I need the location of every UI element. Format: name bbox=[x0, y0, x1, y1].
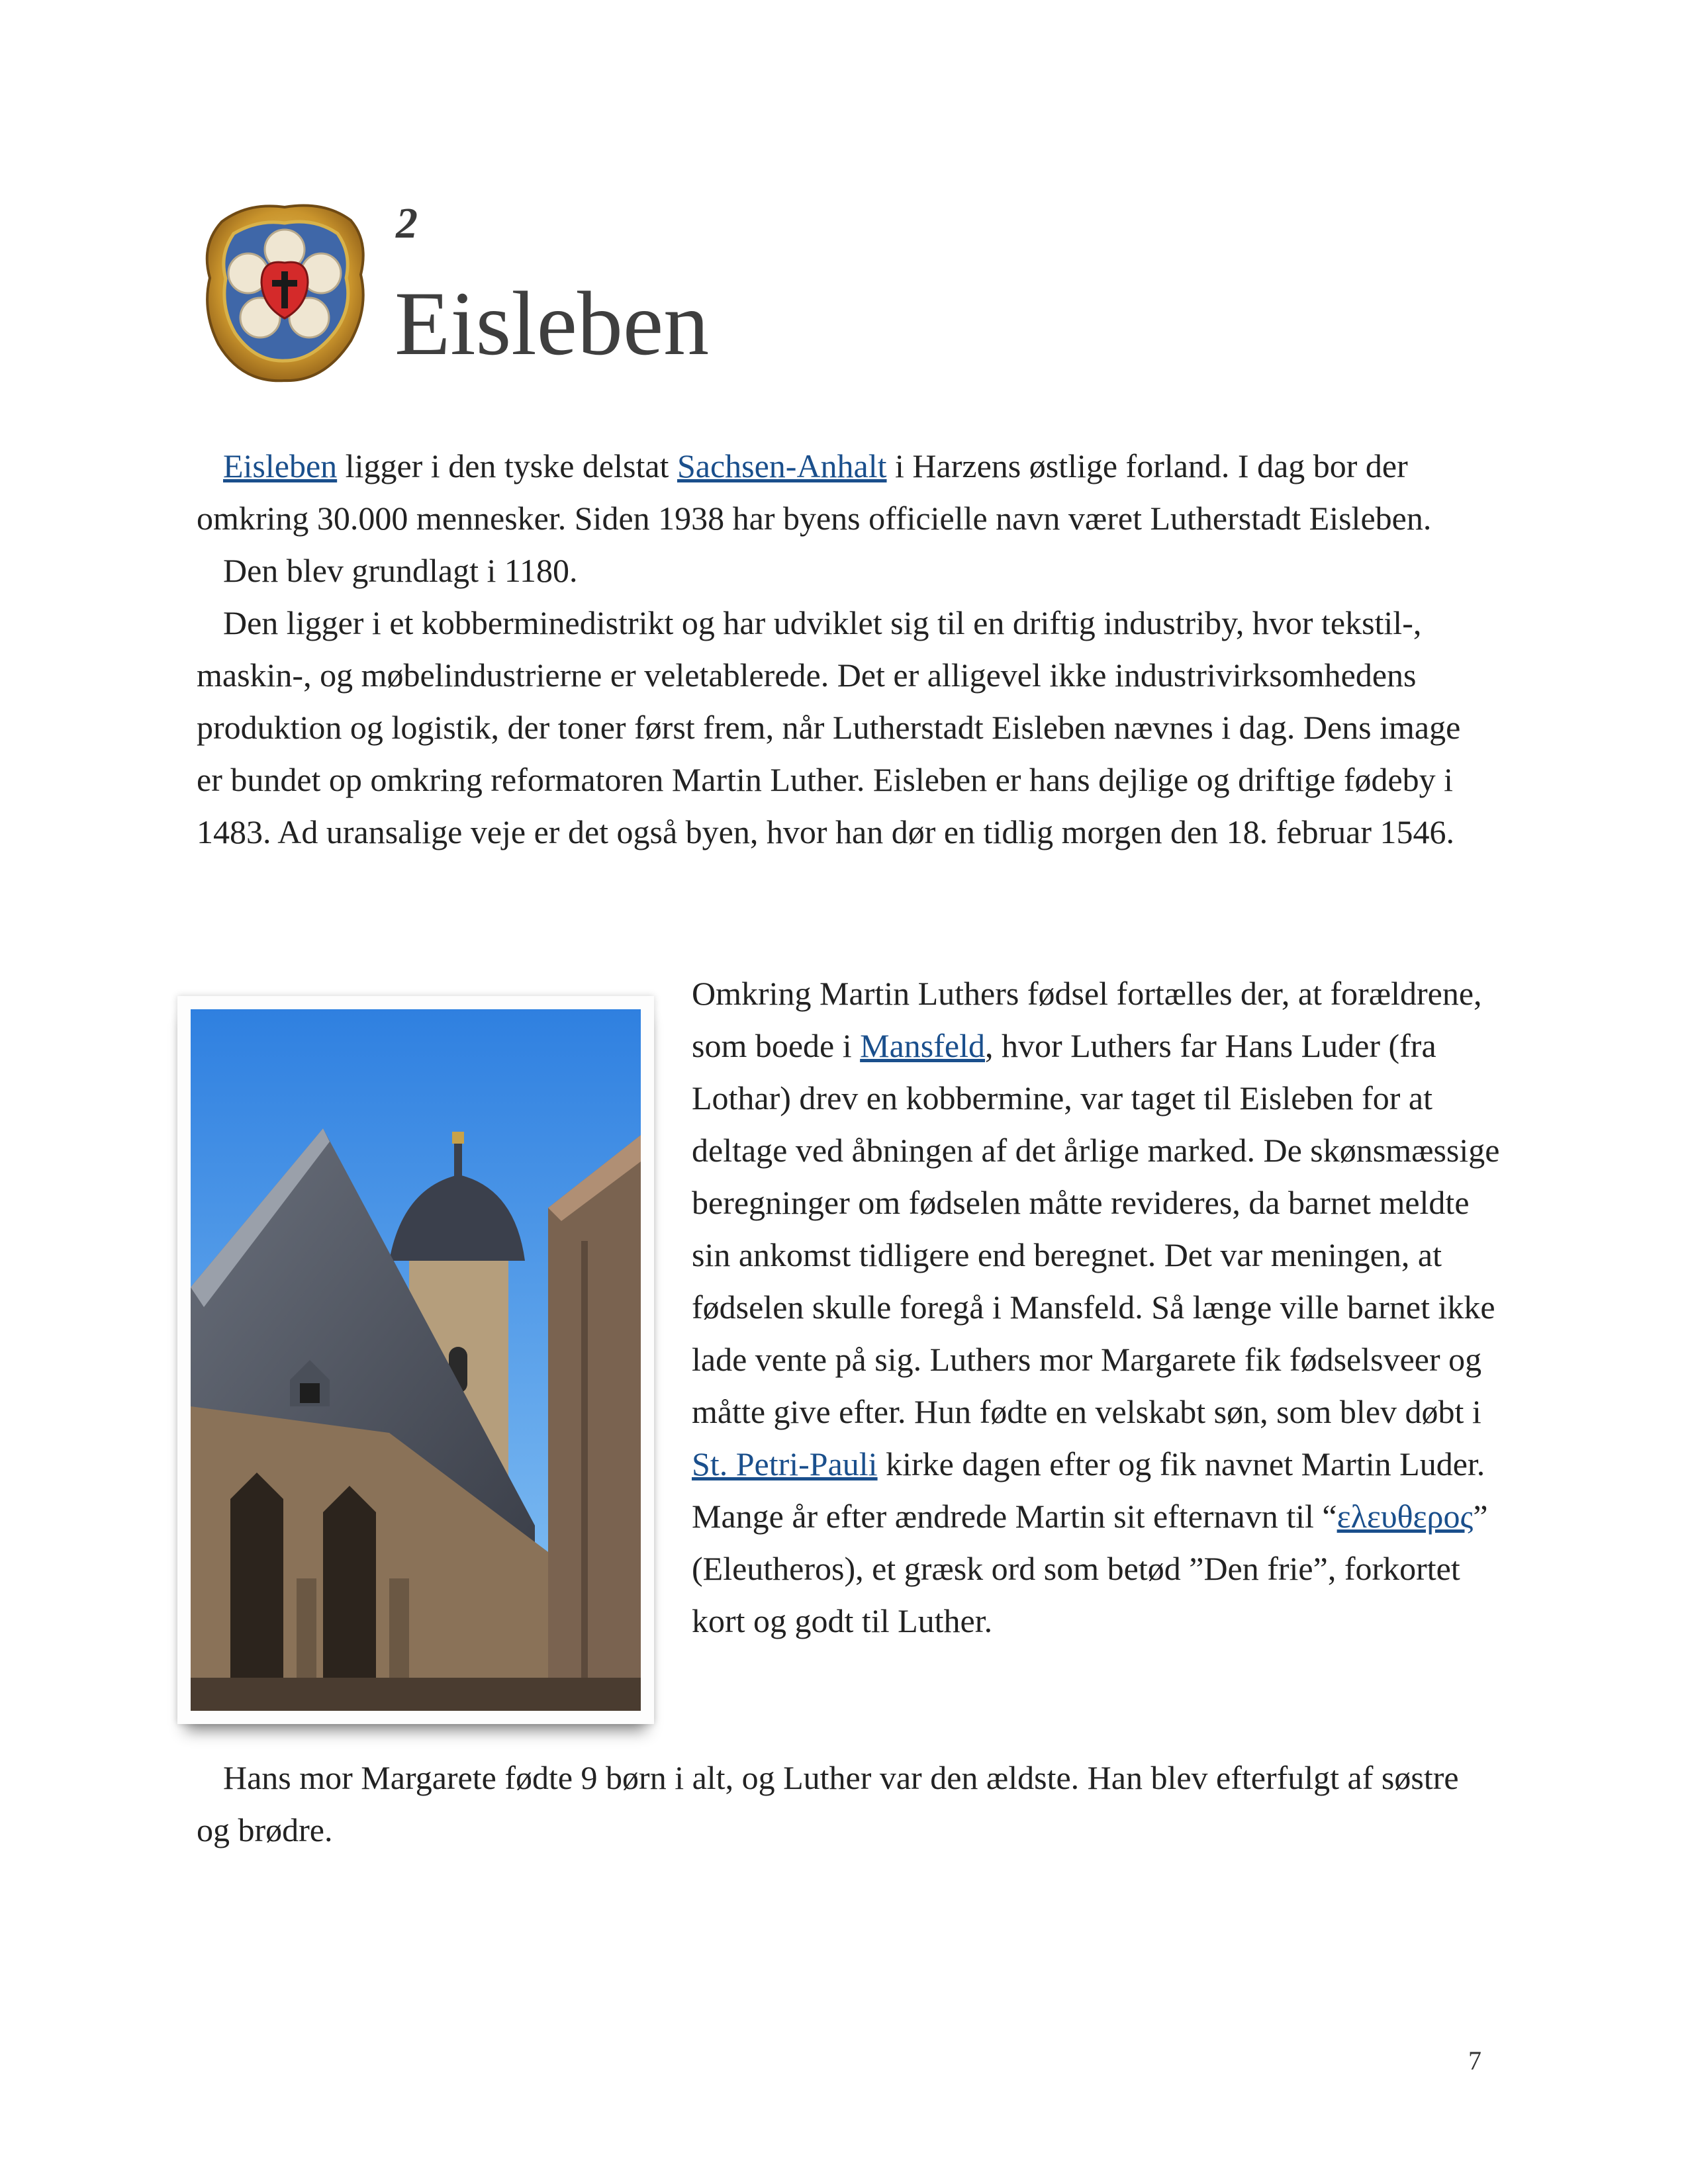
birth-section bbox=[692, 968, 1513, 1647]
closing-paragraph: Hans mor Margarete fødte 9 børn i alt, og Luther var den ældste. Han blev efterfulgt af søstre og brødre. bbox=[197, 1759, 1459, 1848]
chapter-title: Eisleben bbox=[395, 273, 710, 374]
church-photo-icon bbox=[191, 1009, 641, 1711]
birth-paragraph bbox=[692, 968, 1513, 1647]
intro-section bbox=[197, 440, 1494, 858]
birth-text-1: Omkring Martin Luthers fødsel fortælles der, at forældrene, som boede i bbox=[692, 975, 1482, 1064]
intro-paragraph-1 bbox=[197, 440, 1494, 545]
intro-text-1: ligger i den tyske delstat bbox=[337, 447, 677, 484]
page-number: 7 bbox=[1468, 2046, 1481, 2075]
closing-section bbox=[197, 1752, 1494, 1856]
st-petri-pauli-link[interactable]: St. Petri-Pauli bbox=[692, 1445, 878, 1482]
birth-text-4: ” (Eleutheros), et græsk ord som betød ”Den frie”, forkortet kort og godt til Luther. bbox=[692, 1498, 1488, 1639]
luther-rose-emblem-icon bbox=[195, 195, 374, 387]
intro-paragraph-2: Den blev grundlagt i 1180. bbox=[223, 552, 578, 589]
intro-paragraph-3: Den ligger i et kobberminedistrikt og har udviklet sig til en driftig industriby, hvor tekstil-, maskin-, og møbelindustrierne er veletablerede. Det er alligevel ikke industrivirksomhedens produktion og logistik, der toner først frem, når Lutherstadt Eisleben nævnes i dag. Dens image er bundet op omkring reformatoren Martin Luther. Eisleben er hans dejlige og driftige fødeby i 1483. Ad uransalige veje er det også byen, hvor han dør en tidlig morgen den 18. februar 1546. bbox=[197, 604, 1461, 850]
eisleben-link[interactable]: Eisleben bbox=[223, 447, 338, 484]
church-photo-frame bbox=[177, 996, 654, 1724]
birth-text-2: , hvor Luthers far Hans Luder (fra Lothar) drev en kobbermine, var taget til Eisleben for at deltage ved åbningen af det årlige marked. De skønsmæssige beregninger om fødselen måtte revideres, da barnet meldte sin ankomst tidligere end beregnet. Det var meningen, at fødselen skulle foregå i Mansfeld. Så længe ville barnet ikke lade vente på sig. Luthers mor Margarete fik fødselsveer og måtte give efter. Hun fødte en velskabt søn, som blev døbt i bbox=[692, 1027, 1500, 1430]
mansfeld-link[interactable]: Mansfeld bbox=[860, 1027, 985, 1064]
eleutheros-link[interactable]: ελευθερος bbox=[1336, 1498, 1474, 1535]
intro-text-2: i Harzens østlige forland. I dag bor der omkring 30.000 mennesker. Siden 1938 har byens officielle navn været Lutherstadt Eisleben. bbox=[197, 447, 1432, 537]
sachsen-anhalt-link[interactable]: Sachsen-Anhalt bbox=[677, 447, 887, 484]
chapter-number: 2 bbox=[396, 199, 418, 248]
birth-text-3: kirke dagen efter og fik navnet Martin Luder. Mange år efter ændrede Martin sit efternavn til “ bbox=[692, 1445, 1485, 1535]
